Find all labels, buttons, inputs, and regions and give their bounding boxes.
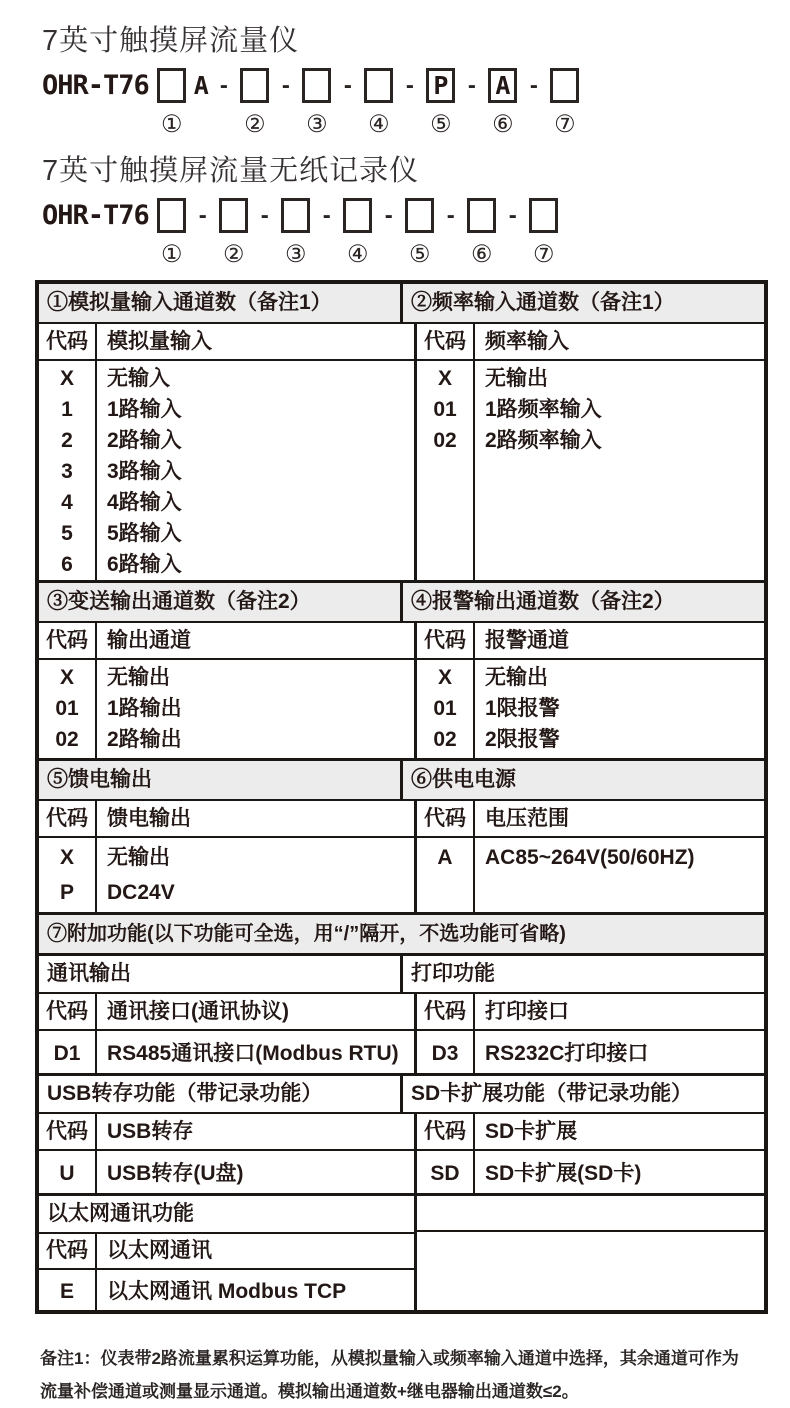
code-cell: P <box>59 881 74 904</box>
print-desc-header: 打印接口 <box>485 1000 569 1023</box>
body-row <box>39 361 764 580</box>
code-header: 代码 <box>417 801 475 836</box>
body-row <box>39 1268 414 1310</box>
usb-desc-column <box>97 1151 414 1193</box>
model-box-3 <box>281 198 310 233</box>
print-caption: 打印功能 <box>411 962 495 985</box>
dash-separator: - <box>281 72 290 99</box>
code-cell: U <box>59 1162 75 1185</box>
sd-desc-header: SD卡扩展 <box>485 1120 578 1143</box>
code-header: 代码 <box>39 324 97 359</box>
caption-row <box>39 761 764 801</box>
dash-separator: - <box>322 202 331 229</box>
desc-cell: 无输出 <box>485 666 548 689</box>
code-cell: 5 <box>61 522 73 545</box>
dash-separator: - <box>467 72 476 99</box>
code-header: 代码 <box>39 1114 97 1149</box>
model-box-5-p: P <box>426 68 455 103</box>
s6-code-column <box>417 838 475 912</box>
dash-separator: - <box>384 202 393 229</box>
dash-separator: - <box>343 72 352 99</box>
s1-desc-column <box>97 361 414 580</box>
section-group-5-6 <box>39 758 764 912</box>
print-code-column <box>417 1031 475 1073</box>
desc-cell: RS485通讯接口(Modbus RTU) <box>107 1042 399 1065</box>
circled-number-3: ③ <box>306 111 328 138</box>
section4-caption: ④报警输出通道数（备注2） <box>411 590 675 613</box>
product2-title: 7英寸触摸屏流量无纸记录仪 <box>42 155 420 187</box>
model-box-1 <box>157 198 186 233</box>
desc-cell: USB转存(U盘) <box>107 1162 244 1185</box>
desc-cell: 4路输入 <box>107 491 182 514</box>
s6-desc-header: 电压范围 <box>485 807 569 830</box>
model-prefix: OHR-T76 <box>42 200 149 231</box>
body-row <box>39 1031 764 1073</box>
section-group-3-4 <box>39 580 764 758</box>
usb-caption: USB转存功能（带记录功能） <box>39 1076 403 1112</box>
section1-caption: ①模拟量输入通道数（备注1） <box>39 284 403 322</box>
code-header: 代码 <box>39 1234 97 1268</box>
model-box-5 <box>405 198 434 233</box>
code-cell: 02 <box>433 728 457 751</box>
ethernet-left-pane <box>39 1196 417 1310</box>
header-row <box>39 324 764 361</box>
model-slot-6 <box>485 68 521 138</box>
model-box-2 <box>219 198 248 233</box>
desc-cell: AC85~264V(50/60HZ) <box>485 846 695 869</box>
code-cell: 01 <box>433 398 457 421</box>
fixed-letter-a: A <box>193 71 209 100</box>
code-header: 代码 <box>417 324 475 359</box>
model-slot-2 <box>216 198 252 268</box>
code-cell: X <box>59 846 74 869</box>
circled-number-7: ⑦ <box>533 241 555 268</box>
code-header: 代码 <box>39 801 97 836</box>
code-cell: X <box>59 666 74 689</box>
circled-number-2: ② <box>223 241 245 268</box>
code-header: 代码 <box>39 623 97 658</box>
dash-separator: - <box>198 202 207 229</box>
code-cell: 01 <box>433 697 457 720</box>
model-prefix: OHR-T76 <box>42 70 149 101</box>
model-box-4 <box>343 198 372 233</box>
s4-desc-header: 报警通道 <box>485 629 569 652</box>
model-code-area <box>0 0 790 268</box>
eth-desc-header: 以太网通讯 <box>107 1239 212 1262</box>
code-cell: 02 <box>433 429 457 452</box>
code-cell: A <box>437 846 453 869</box>
section3-caption: ③变送输出通道数（备注2） <box>39 583 403 621</box>
desc-cell: 5路输入 <box>107 522 182 545</box>
model-slot-5 <box>402 198 438 268</box>
desc-cell: 1路输出 <box>107 697 182 720</box>
code-cell: X <box>437 666 452 689</box>
code-header: 代码 <box>39 994 97 1029</box>
circled-number-4: ④ <box>368 111 390 138</box>
s4-code-column <box>417 660 475 758</box>
code-cell: SD <box>430 1162 460 1185</box>
eth-code-column <box>39 1270 97 1310</box>
dash-separator: - <box>508 202 517 229</box>
desc-cell: 2路频率输入 <box>485 429 602 452</box>
sd-code-column <box>417 1151 475 1193</box>
s5-desc-column <box>97 838 414 912</box>
model-box-6-a: A <box>488 68 517 103</box>
desc-cell: 1路频率输入 <box>485 398 602 421</box>
section2-caption: ②频率输入通道数（备注1） <box>411 291 675 314</box>
model-box-2 <box>240 68 269 103</box>
desc-cell: 无输出 <box>107 666 170 689</box>
circled-number-6: ⑥ <box>471 241 493 268</box>
model-slot-4 <box>340 198 376 268</box>
comm-desc-column <box>97 1031 414 1073</box>
s1-desc-header: 模拟量输入 <box>107 330 212 353</box>
desc-cell: SD卡扩展(SD卡) <box>485 1162 642 1185</box>
footnote-line-1: 备注1：仪表带2路流量累积运算功能，从模拟量输入或频率输入通道中选择，其余通道可作为 <box>40 1349 739 1368</box>
code-cell: E <box>59 1280 74 1303</box>
model-slot-3 <box>278 198 314 268</box>
circled-number-5: ⑤ <box>409 241 431 268</box>
s2-desc-column <box>475 361 764 580</box>
circled-number-2: ② <box>244 111 266 138</box>
s2-desc-header: 频率输入 <box>485 330 569 353</box>
body-row <box>39 838 764 912</box>
model-slot-7 <box>547 68 583 138</box>
model-box-3 <box>302 68 331 103</box>
model-slot-6 <box>464 198 500 268</box>
model-slot-5 <box>423 68 459 138</box>
header-row <box>39 1114 764 1151</box>
code-cell: X <box>59 367 74 390</box>
section-group-usb-sd <box>39 1073 764 1193</box>
s5-code-column <box>39 838 97 912</box>
desc-cell: 2限报警 <box>485 728 560 751</box>
section6-caption: ⑥供电电源 <box>411 768 516 791</box>
code-header: 代码 <box>417 1114 475 1149</box>
header-row <box>39 1232 414 1268</box>
model-code-line-1 <box>42 68 790 138</box>
code-cell: D1 <box>53 1042 81 1065</box>
desc-cell: DC24V <box>107 881 175 904</box>
subcaption-row <box>39 956 764 994</box>
circled-number-1: ① <box>161 111 183 138</box>
subcaption-row <box>39 1076 764 1114</box>
header-row <box>39 994 764 1031</box>
sd-desc-column <box>475 1151 764 1193</box>
desc-cell: 无输出 <box>107 846 170 869</box>
usb-code-column <box>39 1151 97 1193</box>
desc-cell: 1限报警 <box>485 697 560 720</box>
code-cell: X <box>437 367 452 390</box>
code-cell: 1 <box>61 398 73 421</box>
model-box-7 <box>529 198 558 233</box>
section-group-ethernet <box>39 1193 764 1310</box>
model-box-7 <box>550 68 579 103</box>
code-cell: 2 <box>61 429 73 452</box>
circled-number-1: ① <box>161 241 183 268</box>
s3-desc-column <box>97 660 414 758</box>
dash-separator: - <box>260 202 269 229</box>
code-header: 代码 <box>417 623 475 658</box>
model-slot-7 <box>526 198 562 268</box>
dash-separator: - <box>405 72 414 99</box>
code-cell: 02 <box>55 728 79 751</box>
s6-desc-column <box>475 838 764 912</box>
model-slot-4 <box>361 68 397 138</box>
empty-cell <box>417 1196 764 1232</box>
comm-desc-header: 通讯接口(通讯协议) <box>107 1000 289 1023</box>
model-selection-table <box>35 280 768 1314</box>
body-row <box>39 660 764 758</box>
comm-caption: 通讯输出 <box>39 956 403 992</box>
dash-separator: - <box>446 202 455 229</box>
header-row <box>39 801 764 838</box>
desc-cell: 6路输入 <box>107 553 182 576</box>
footnote <box>40 1342 750 1408</box>
model-box-4 <box>364 68 393 103</box>
desc-cell: 2路输入 <box>107 429 182 452</box>
code-cell: 3 <box>61 460 73 483</box>
body-row <box>39 1151 764 1193</box>
circled-number-5: ⑤ <box>430 111 452 138</box>
sd-caption: SD卡扩展功能（带记录功能） <box>411 1082 693 1105</box>
s2-code-column <box>417 361 475 580</box>
desc-cell: RS232C打印接口 <box>485 1042 649 1065</box>
comm-code-column <box>39 1031 97 1073</box>
s1-code-column <box>39 361 97 580</box>
desc-cell: 无输出 <box>485 367 548 390</box>
section5-caption: ⑤馈电输出 <box>39 761 403 799</box>
model-slot-2 <box>237 68 273 138</box>
model-code-line-2 <box>42 198 790 268</box>
s4-desc-column <box>475 660 764 758</box>
print-desc-column <box>475 1031 764 1073</box>
code-cell: D3 <box>431 1042 459 1065</box>
circled-number-3: ③ <box>285 241 307 268</box>
desc-cell: 2路输出 <box>107 728 182 751</box>
desc-cell: 3路输入 <box>107 460 182 483</box>
s3-desc-header: 输出通道 <box>107 629 191 652</box>
desc-cell: 以太网通讯 Modbus TCP <box>107 1280 347 1303</box>
s3-code-column <box>39 660 97 758</box>
code-cell: 01 <box>55 697 79 720</box>
usb-desc-header: USB转存 <box>107 1120 194 1143</box>
caption-row <box>39 284 764 324</box>
s5-desc-header: 馈电输出 <box>107 807 191 830</box>
dash-separator: - <box>529 72 538 99</box>
model-slot-1 <box>154 198 190 268</box>
model-slot-1 <box>154 68 190 138</box>
header-row <box>39 623 764 660</box>
desc-cell: 1路输入 <box>107 398 182 421</box>
code-header: 代码 <box>417 994 475 1029</box>
model-box-6 <box>467 198 496 233</box>
circled-number-6: ⑥ <box>492 111 514 138</box>
circled-number-4: ④ <box>347 241 369 268</box>
model-box-1 <box>157 68 186 103</box>
section-group-comm-print <box>39 953 764 1073</box>
model-slot-3 <box>299 68 335 138</box>
section-group-1-2 <box>39 284 764 580</box>
circled-number-7: ⑦ <box>554 111 576 138</box>
ethernet-right-empty-pane <box>417 1196 764 1310</box>
ethernet-caption: 以太网通讯功能 <box>47 1202 194 1225</box>
dash-separator: - <box>219 72 228 99</box>
footnote-line-2: 流量补偿通道或测量显示通道。模拟输出通道数+继电器输出通道数≤2。 <box>40 1382 579 1401</box>
product1-title: 7英寸触摸屏流量仪 <box>42 25 300 57</box>
code-cell: 6 <box>61 553 73 576</box>
section7-caption: ⑦附加功能(以下功能可全选，用“/”隔开，不选功能可省略) <box>39 915 764 953</box>
caption-row <box>39 583 764 623</box>
eth-desc-column <box>97 1270 414 1310</box>
desc-cell: 无输入 <box>107 367 170 390</box>
section7-caption-group <box>39 912 764 953</box>
code-cell: 4 <box>61 491 73 514</box>
